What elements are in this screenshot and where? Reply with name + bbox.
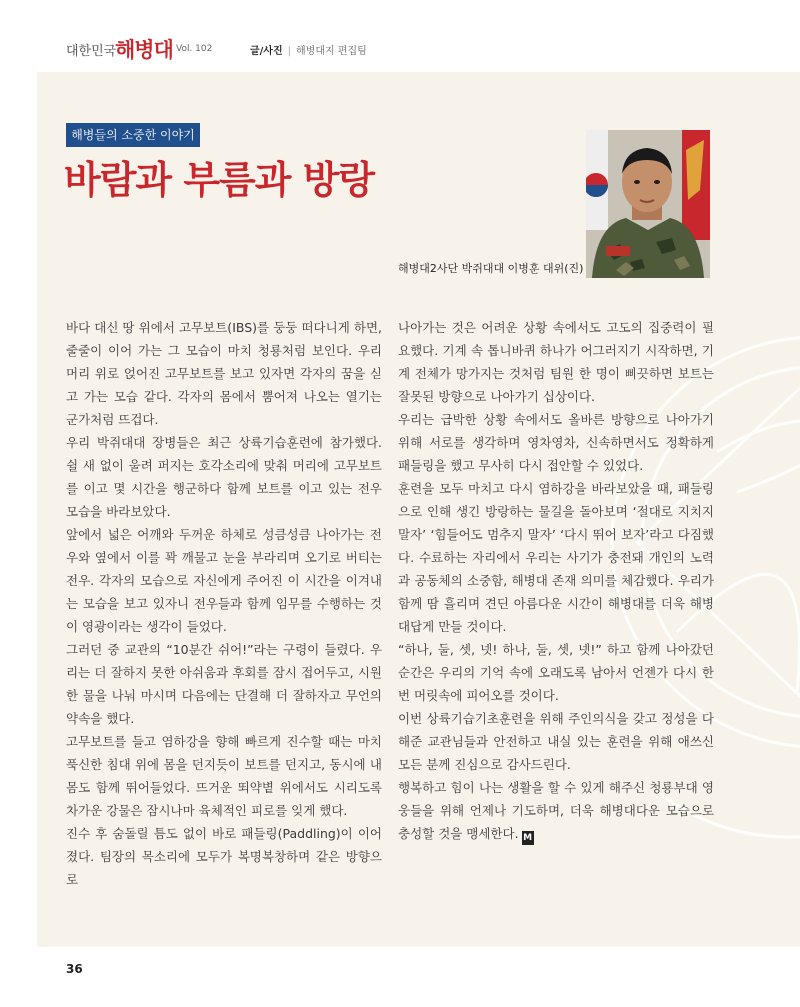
page-header [0,0,800,72]
paragraph: 나아가는 것은 어려운 상황 속에서도 고도의 집중력이 필요했다. 기계 속 톱니바퀴 하나가 어그러지기 시작하면, 기계 전체가 망가지는 것처럼 팀원 한 명이 삐끗하면 보트는 잘못된 방향으로 나아가기 십상이다. [398,320,714,404]
magazine-prefix: 대한민국 [66,44,117,59]
credit-separator: | [287,46,292,57]
series-tag: 해병들의 소중한 이야기 [66,123,200,147]
article-column-left [66,316,382,891]
paragraph: 우리는 급박한 상황 속에서도 올바른 방향으로 나아가기 위해 서로를 생각하며 영차영차, 신속하면서도 정확하게 패들링을 했고 무사히 다시 접안할 수 있었다. [398,412,714,473]
paragraph: 훈련을 모두 마치고 다시 염하강을 바라보았을 때, 패들링으로 인해 생긴 방랑하는 물길을 돌아보며 ‘절대로 지치지 말자’ ‘힘들어도 멈추지 말자’ ‘다시 뛰어 보자’라고 다짐했다. 수료하는 자리에서 우리는 사기가 충전돼 개인의 노력과 공동체의 소중함, 해병대 존재 의미를 체감했다. 우리가 함께 땀 흘리며 견딘 아름다운 시간이 해병대를 더욱 해병대답게 만들 것이다. [398,481,714,634]
paragraph: 이번 상륙기습기초훈련을 위해 주인의식을 갖고 정성을 다해준 교관님들과 안전하고 내실 있는 훈련을 위해 애쓰신 모든 분께 진심으로 감사드린다. [398,711,714,772]
paragraph: 우리 박쥐대대 장병들은 최근 상륙기습훈련에 참가했다. 쉴 새 없이 울려 퍼지는 호각소리에 맞춰 머리에 고무보트를 이고 몇 시간을 행군하다 함께 보트를 이고 있는 전우 모습을 바라보았다. [66,435,382,519]
paragraph-text: 행복하고 힘이 나는 생활을 할 수 있게 해주신 청룡부대 영웅들을 위해 언제나 기도하며, 더욱 해병대다운 모습으로 충성할 것을 맹세한다. [398,780,714,841]
article-title: 바람과 부름과 방랑 [64,158,375,202]
credit-value: 해병대지 편집팀 [296,46,367,57]
paragraph: “하나, 둘, 셋, 넷! 하나, 둘, 셋, 넷!” 하고 함께 나아갔던 순간은 우리의 기억 속에 오래도록 남아서 언젠가 다시 한 번 머릿속에 피어오를 것이다. [398,642,714,703]
paragraph: 그러던 중 교관의 “10분간 쉬어!”라는 구령이 들렸다. 우리는 더 잘하지 못한 아쉬움과 후회를 잠시 접어두고, 시원한 물을 나눠 마시며 다음에는 단결해 더 잘하자고 무언의 약속을 했다. [66,642,382,726]
end-mark-icon: M [523,833,533,843]
paragraph: 진수 후 숨돌릴 틈도 없이 바로 패들링(Paddling)이 이어졌다. 팀장의 목소리에 모두가 복명복창하며 같은 방향으로 [66,826,382,887]
credit-key: 글/사진 [250,46,283,57]
magazine-name: 해병대 [115,38,173,62]
paragraph: 고무보트를 들고 염하강을 향해 빠르게 진수할 때는 마치 푹신한 침대 위에 몸을 던지듯이 보트를 던지고, 동시에 내 몸도 함께 뛰어들었다. 뜨거운 뙤약볕 위에서도 시리도록 차가운 강물은 잠시나마 육체적인 피로를 잊게 했다. [66,734,382,818]
article-credit [250,42,367,57]
paragraph: 앞에서 넓은 어깨와 두꺼운 하체로 성큼성큼 나아가는 전우와 옆에서 이를 꽉 깨물고 눈을 부라리며 오기로 버티는 전우. 각자의 모습으로 자신에게 주어진 이 시간을 이겨내는 모습을 보고 있자니 전우들과 함께 임무를 수행하는 것이 영광이라는 생각이 들었다. [66,527,382,634]
article-column-right [398,316,714,845]
author-photo [586,130,710,278]
photo-caption: 해병대2사단 박쥐대대 이병훈 대위(진) [398,262,584,275]
page-number: 36 [66,962,83,976]
paragraph-final [398,776,714,845]
paragraph: 바다 대신 땅 위에서 고무보트(IBS)를 둥둥 떠다니게 하면, 줄줄이 이어 가는 그 모습이 마치 청룡처럼 보인다. 우리 머리 위로 얹어진 고무보트를 보고 있자면 각자의 꿈을 싣고 가는 모습 같다. 각자의 몸에서 뿜어져 나오는 열기는 군가처럼 뜨겁다. [66,320,382,427]
magazine-volume: Vol. 102 [176,44,213,54]
